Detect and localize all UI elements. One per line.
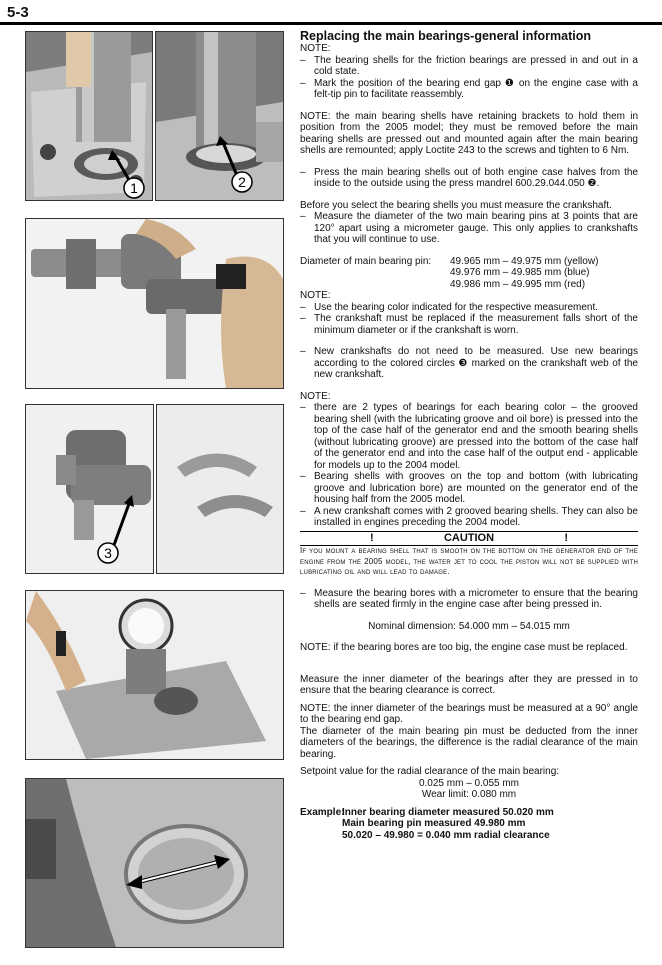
note3-item: – Bearing shells with grooves on the top and bottom (with lubricating groove and lubrication bore) are mounted on the generator end of the housing half from the 2005 model. [300, 471, 638, 505]
callout-1: 1 [130, 180, 138, 196]
caution-title: CAUTION [443, 531, 495, 544]
callout-3: 3 [104, 545, 112, 561]
nominal-dimension: Nominal dimension: 54.000 mm – 54.015 mm [368, 620, 570, 632]
note2-item: – The crankshaft must be replaced if the measurement falls short of the minimum diameter or if the crankshaft is worn. [300, 313, 638, 336]
example-row: 50.020 – 49.980 = 0.040 mm radial clearance [342, 829, 550, 841]
note-inner: NOTE: the inner diameter of the bearings must be measured at a 90° angle to the bearing end gap. [300, 702, 638, 725]
note-label: NOTE: [300, 43, 331, 54]
note3-item: – A new crankshaft comes with 2 grooved bearing shells. They can also be installed in engines preceding the 2004 model. [300, 505, 638, 528]
measure-inner-text: Measure the inner diameter of the bearings after they are pressed in to ensure that the bearing clearance is correct. [300, 673, 638, 696]
diameter-row: 49.986 mm – 49.995 mm (red) [450, 278, 586, 290]
caution-text: If you mount a bearing shell that is smooth on the bottom on the generator end of the engine from the 2005 model, the water jet to cool the piston will not be supplied with lubricating oil and will lead to damage. [300, 546, 638, 576]
section-title: Replacing the main bearings-general information [300, 29, 592, 43]
press-out-step: – Press the main bearing shells out of both engine case halves from the inside to the outside using the press mandrel 600.29.044.050 ❷. [300, 166, 638, 189]
wear-limit: Wear limit: 0.080 mm [421, 789, 517, 800]
note1-item: – Mark the position of the bearing end gap ❶ on the engine case with a felt-tip pin to facilitate reassembly. [300, 77, 638, 100]
note1-item: – The bearing shells for the friction bearings are pressed in and out in a cold state. [300, 54, 638, 77]
photo-press-mandrel-1 [25, 31, 153, 201]
measure-pins-step: – Measure the diameter of the two main bearing pins at 3 points that are 120° apart using a micrometer gauge. This only applies to crankshafts that you will continue to use. [300, 211, 638, 245]
example-row: Main bearing pin measured 49.980 mm [342, 818, 526, 829]
note2-item: – Use the bearing color indicated for the respective measurement. [300, 301, 599, 313]
photo-bearing-shells [156, 404, 284, 574]
before-select-text: Before you select the bearing shells you must measure the crankshaft. [300, 199, 612, 211]
setpoint-label: Setpoint value for the radial clearance of the main bearing: [300, 766, 560, 777]
callout-2: 2 [238, 174, 246, 190]
photo-press-mandrel-2 [155, 31, 284, 201]
photo-crankshaft-colors [25, 404, 154, 574]
note-bores: NOTE: if the bearing bores are too big, the engine case must be replaced. [300, 642, 628, 653]
page-number: 5-3 [7, 4, 29, 21]
note2-label: NOTE: [300, 290, 331, 301]
note3-label: NOTE: [300, 390, 331, 402]
diameter-row: 49.976 mm – 49.985 mm (blue) [450, 267, 590, 278]
header-rule [0, 22, 662, 25]
photo-crankshaft-micrometer [25, 218, 284, 389]
caution-mark-left: ! [370, 531, 374, 544]
caution-mark-right: ! [564, 531, 568, 544]
new-crankshaft-step: – New crankshafts do not need to be measured. Use new bearings according to the colored circles ❸ marked on the crankshaft web of the new crankshaft. [300, 346, 638, 380]
caution-header [300, 531, 638, 547]
example-row: Example: Inner bearing diameter measured 50.020 mm [300, 806, 554, 818]
setpoint-range: 0.025 mm – 0.055 mm [418, 777, 520, 789]
photo-bearing-bore [25, 778, 284, 948]
photo-dial-gauge [25, 590, 284, 760]
deduct-text: The diameter of the main bearing pin must be deducted from the inner diameters of the bearings, the difference is the radial clearance of the main bearing. [300, 725, 638, 760]
note3-item: – there are 2 types of bearings for each bearing color – the grooved bearing shell (with the lubricating groove and oil bore) is pressed into the top of the case half of the generator end and the smooth bearing shells (without lubricating groove) are pressed into the bottom of the case half of the generator end and into the case half of the output end - applicable for models up to the 2004 model. [300, 402, 638, 471]
measure-bores-step: – Measure the bearing bores with a micrometer to ensure that the bearing shells are seated firmly in the engine case after being pressed in. [300, 587, 638, 610]
note-retaining-brackets: NOTE: the main bearing shells have retaining brackets to hold them in position from the 2005 model; they must be removed before the main bearing shells are pressed out and mounted again after the main bearing shells are remounted; apply Loctite 243 to the screws and tighten to 6 Nm. [300, 110, 638, 156]
diameter-row: Diameter of main bearing pin: 49.965 mm – 49.975 mm (yellow) [300, 255, 599, 267]
text-column [300, 29, 638, 841]
